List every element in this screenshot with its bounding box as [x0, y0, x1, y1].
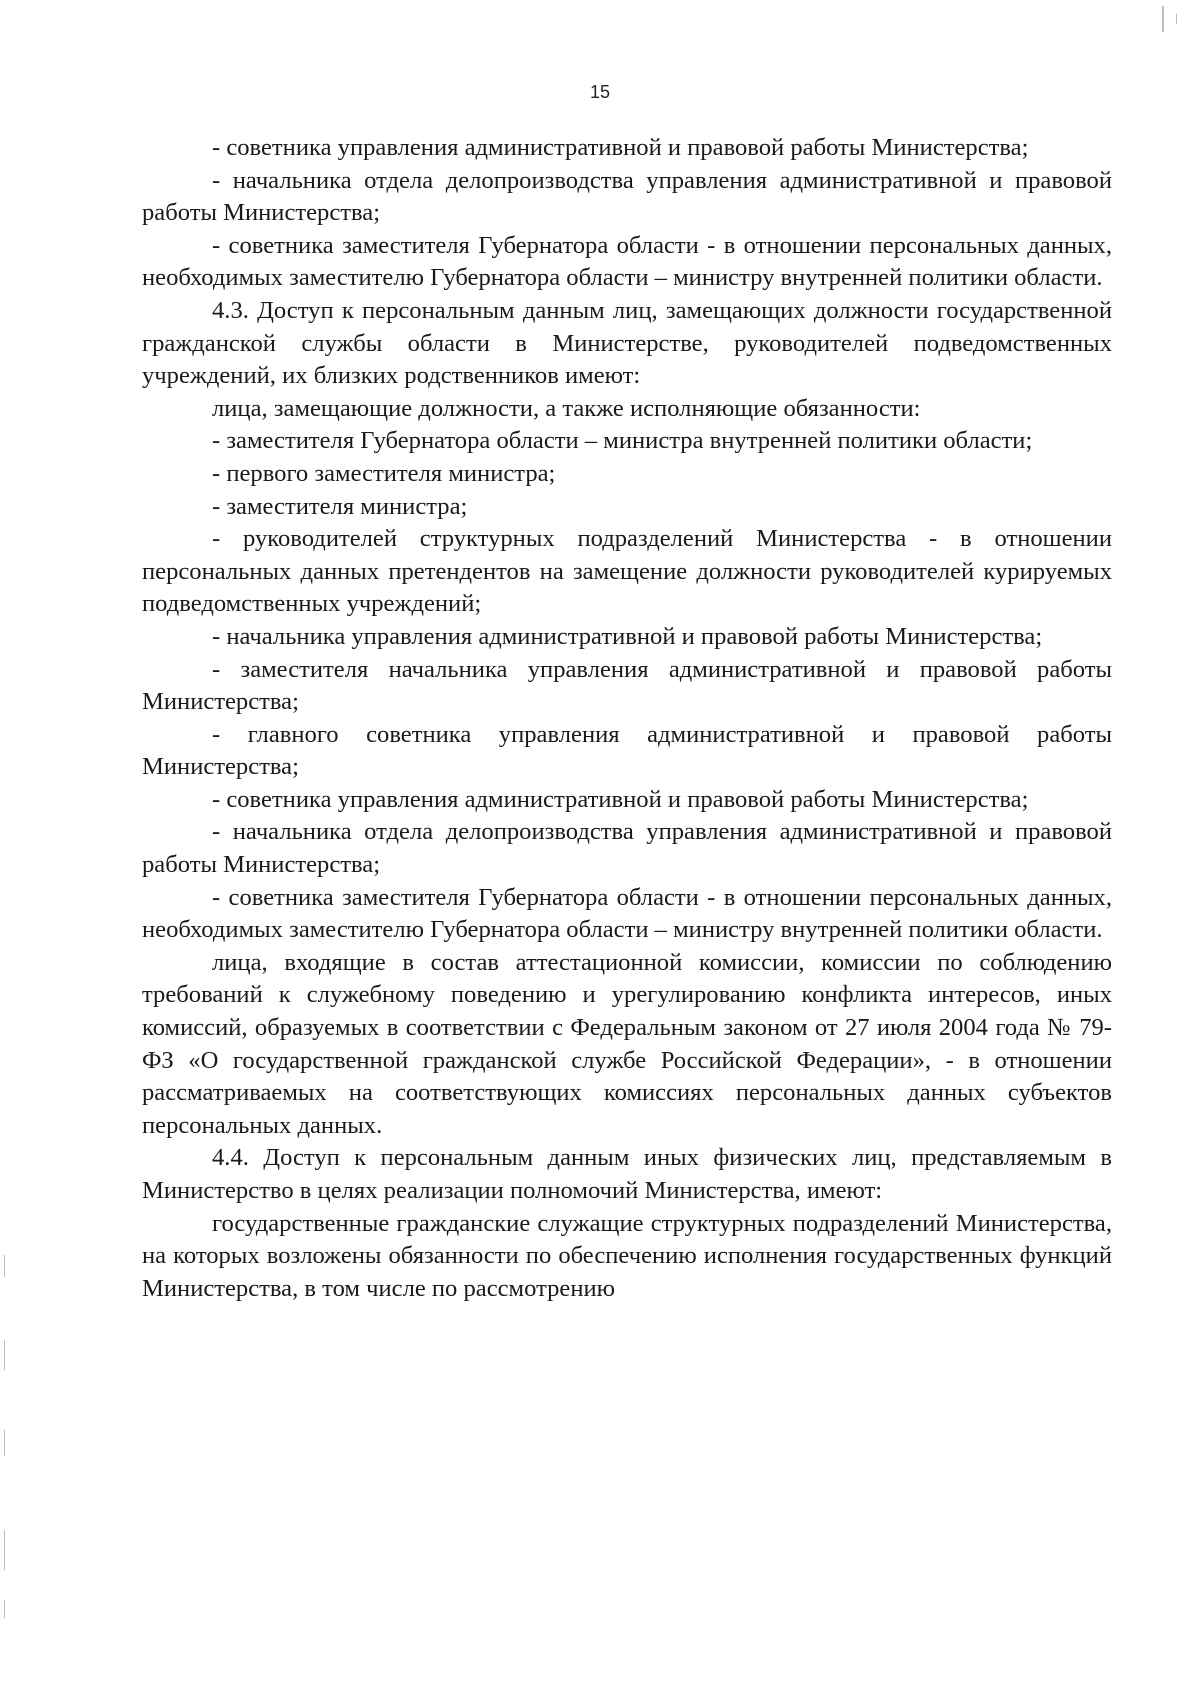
paragraph: лица, входящие в состав аттестационной комиссии, комиссии по соблюдению требований к служебному поведению и урегулированию конфликта интересов, иных комиссий, образуемых в соответствии с Федеральным законом от 27 июля 2004 года № 79-ФЗ «О государственной гражданской службе Российской Федерации», - в отношении рассматриваемых на соответствующих комиссиях персональных данных субъектов персональных данных.: [142, 948, 1112, 1139]
paragraph: - заместителя Губернатора области – министра внутренней политики области;: [212, 427, 1033, 455]
scan-mark: [4, 1340, 5, 1370]
section-4-3-paragraph: 4.3. Доступ к персональным данным лиц, замещающих должности государственной гражданской службы области в Министерстве, руководителей подведомственных учреждений, их близких родственников имеют:: [142, 296, 1112, 390]
scan-mark: [1162, 6, 1164, 32]
paragraph: - советника управления административной и правовой работы Министерства;: [212, 785, 1029, 813]
paragraph: - начальника отдела делопроизводства управления административной и правовой работы Министерства;: [142, 818, 1112, 879]
scan-mark: [4, 1530, 5, 1570]
scan-mark: [4, 1255, 5, 1277]
paragraph: - советника заместителя Губернатора области - в отношении персональных данных, необходимых заместителю Губернатора области – министру внутренней политики области.: [142, 231, 1112, 292]
document-body: [142, 132, 1112, 1305]
paragraph: государственные гражданские служащие структурных подразделений Министерства, на которых возложены обязанности по обеспечению исполнения государственных функций Министерства, в том числе по рассмотрению: [142, 1209, 1112, 1302]
scan-mark: [1176, 14, 1177, 24]
paragraph: - руководителей структурных подразделений Министерства - в отношении персональных данных претендентов на замещение должности руководителей курируемых подведомственных учреждений;: [142, 525, 1112, 618]
page-number: 15: [589, 82, 611, 102]
section-4-4-paragraph: 4.4. Доступ к персональным данным иных физических лиц, представляемым в Министерство в целях реализации полномочий Министерства, имеют:: [142, 1144, 1112, 1204]
paragraph: лица, замещающие должности, а также исполняющие обязанности:: [212, 394, 921, 422]
paragraph: - заместителя министра;: [212, 492, 468, 520]
paragraph: - советника заместителя Губернатора области - в отношении персональных данных, необходимых заместителю Губернатора области – министру внутренней политики области.: [142, 883, 1112, 944]
scan-mark: [4, 1430, 5, 1456]
paragraph: - заместителя начальника управления административной и правовой работы Министерства;: [142, 655, 1112, 716]
scan-mark: [4, 1600, 5, 1618]
paragraph: - советника управления административной и правовой работы Министерства;: [212, 134, 1029, 161]
paragraph: - начальника отдела делопроизводства управления административной и правовой работы Министерства;: [142, 166, 1112, 227]
paragraph: - главного советника управления административной и правовой работы Министерства;: [142, 720, 1112, 781]
paragraph: - начальника управления административной и правовой работы Министерства;: [212, 622, 1043, 650]
paragraph: - первого заместителя министра;: [212, 459, 556, 487]
